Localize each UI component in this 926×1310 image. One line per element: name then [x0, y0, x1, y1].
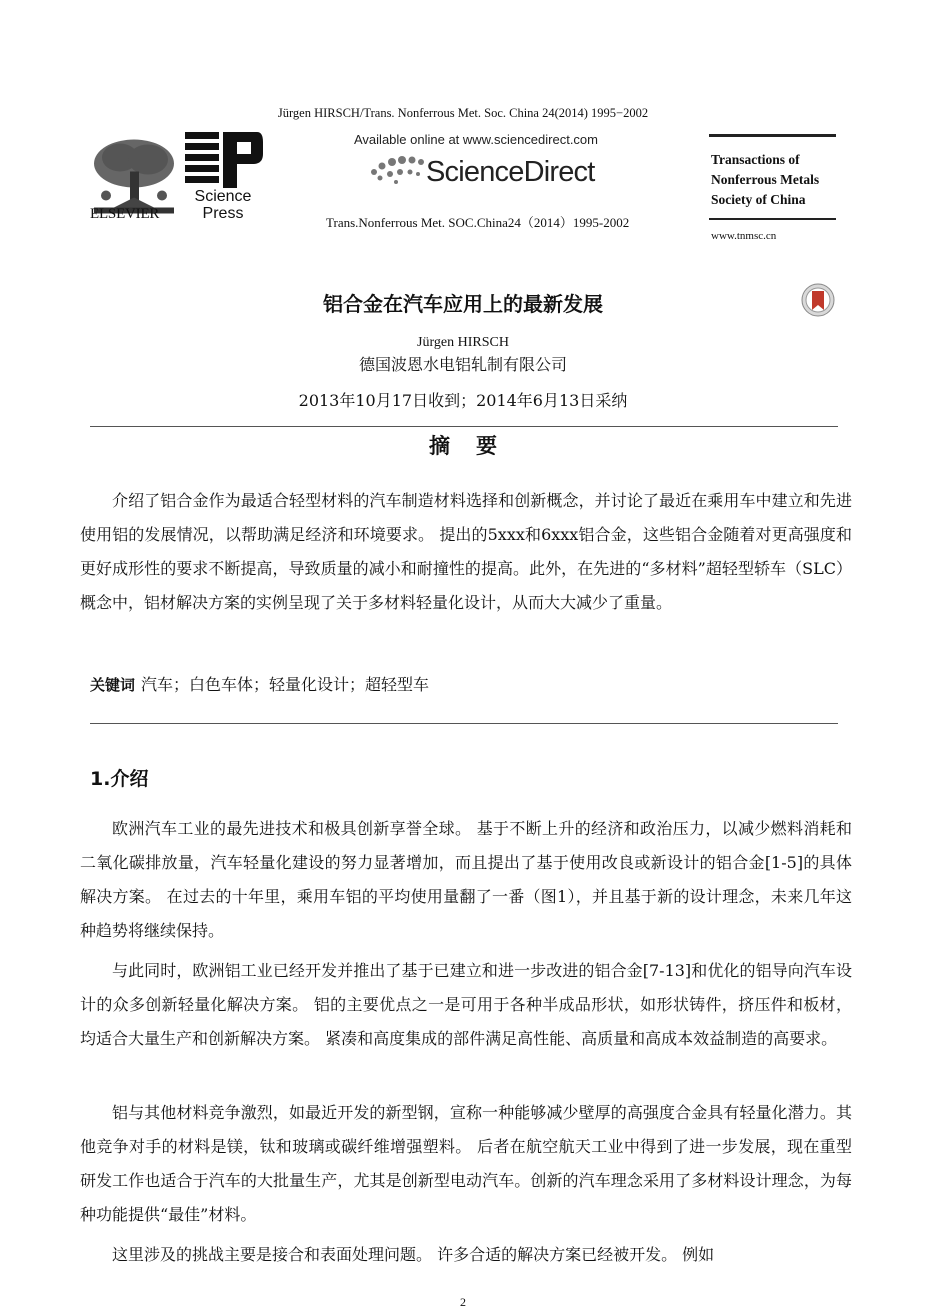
- science-press-logo: [183, 130, 263, 192]
- section-heading: 1.介绍: [90, 768, 149, 790]
- keywords-label: 关键词: [90, 676, 136, 694]
- received-accepted-dates: 2013年10月17日收到；2014年6月13日采纳: [298, 391, 628, 410]
- journal-name: Transactions of Nonferrous Metals Society of China: [711, 152, 820, 207]
- journal-bottom-rule: [709, 218, 836, 220]
- body-paragraph: 欧洲汽车工业的最先进技术和极具创新享誉全球。 基于不断上升的经济和政治压力，以减少燃料消耗和二氧化碳排放量，汽车轻量化建设的努力显著增加，而且提出了基于使用改良或新设计的铝合金[1-5]的具体解决方案。 在过去的十年里，乘用车铝的平均使用量翻了一番（图1），并且基于新的设计理念，未来几年这种趋势将继续保持。: [80, 819, 852, 940]
- keywords: [90, 672, 429, 695]
- journal-top-rule: [709, 134, 836, 137]
- available-online-text: Available online at www.sciencedirect.com: [354, 132, 598, 147]
- running-head: Jürgen HIRSCH/Trans. Nonferrous Met. Soc. China 24(2014) 1995−2002: [277, 106, 649, 120]
- affiliation: 德国波恩水电铝轧制有限公司: [358, 355, 567, 374]
- body-paragraph: 铝与其他材料竞争激烈，如最近开发的新型钢，宣称一种能够减少壁厚的高强度合金具有轻量化潜力。其他竞争对手的材料是镁，钛和玻璃或碳纤维增强塑料。 后者在航空航天工业中得到了进一步发展，现在重型研发工作也适合于汽车的大批量生产，尤其是创新型电动汽车。创新的汽车理念采用了多材料设计理念，为每种功能提供“最佳”材料。: [80, 1103, 852, 1224]
- keywords-list: 汽车；白色车体；轻量化设计；超轻型车: [141, 675, 430, 694]
- rule-bottom: [90, 723, 838, 724]
- crossmark-icon[interactable]: [801, 283, 835, 317]
- science-press-line-2: Press: [202, 205, 244, 222]
- journal-url: www.tnmsc.cn: [711, 230, 777, 242]
- body-paragraph: 这里涉及的挑战主要是接合和表面处理问题。 许多合适的解决方案已经被开发。 例如: [112, 1245, 715, 1264]
- science-press-line-1: Science: [194, 188, 252, 205]
- article-title: 铝合金在汽车应用上的最新发展: [323, 292, 603, 316]
- elsevier-label: ELSEVIER: [90, 206, 160, 222]
- page-number: 2: [460, 1295, 466, 1309]
- body-paragraph: 与此同时，欧洲铝工业已经开发并推出了基于已建立和进一步改进的铝合金[7-13]和优化的铝导向汽车设计的众多创新轻量化解决方案。 铝的主要优点之一是可用于各种半成品形状，如形状铸件，挤压件和板材，均适合大量生产和创新解决方案。 紧凑和高度集成的部件满足高性能、高质量和高成本效益制造的高要求。: [80, 961, 852, 1048]
- abstract-text: 介绍了铝合金作为最适合轻型材料的汽车制造材料选择和创新概念，并讨论了最近在乘用车中建立和先进使用铝的发展情况，以帮助满足经济和环境要求。 提出的5xxx和6xxx铝合金，这些铝合金随着对更高强度和更好成形性的要求不断提高，导致质量的减小和耐撞性的提高。此外，在先进的“多材料”超轻型轿车（SLC）概念中，铝材解决方案的实例呈现了关于多材料轻量化设计，从而大大减少了重量。: [80, 491, 852, 612]
- abstract-heading: 摘要: [429, 434, 523, 458]
- rule-top: [90, 426, 838, 427]
- author-name: Jürgen HIRSCH: [417, 335, 509, 350]
- sciencedirect-label: ScienceDirect: [426, 156, 595, 188]
- science-press-label: [184, 188, 262, 222]
- journal-reference: Trans.Nonferrous Met. SOC.China24（2014）1995-2002: [326, 215, 630, 230]
- sciencedirect-dots-icon: [366, 150, 428, 190]
